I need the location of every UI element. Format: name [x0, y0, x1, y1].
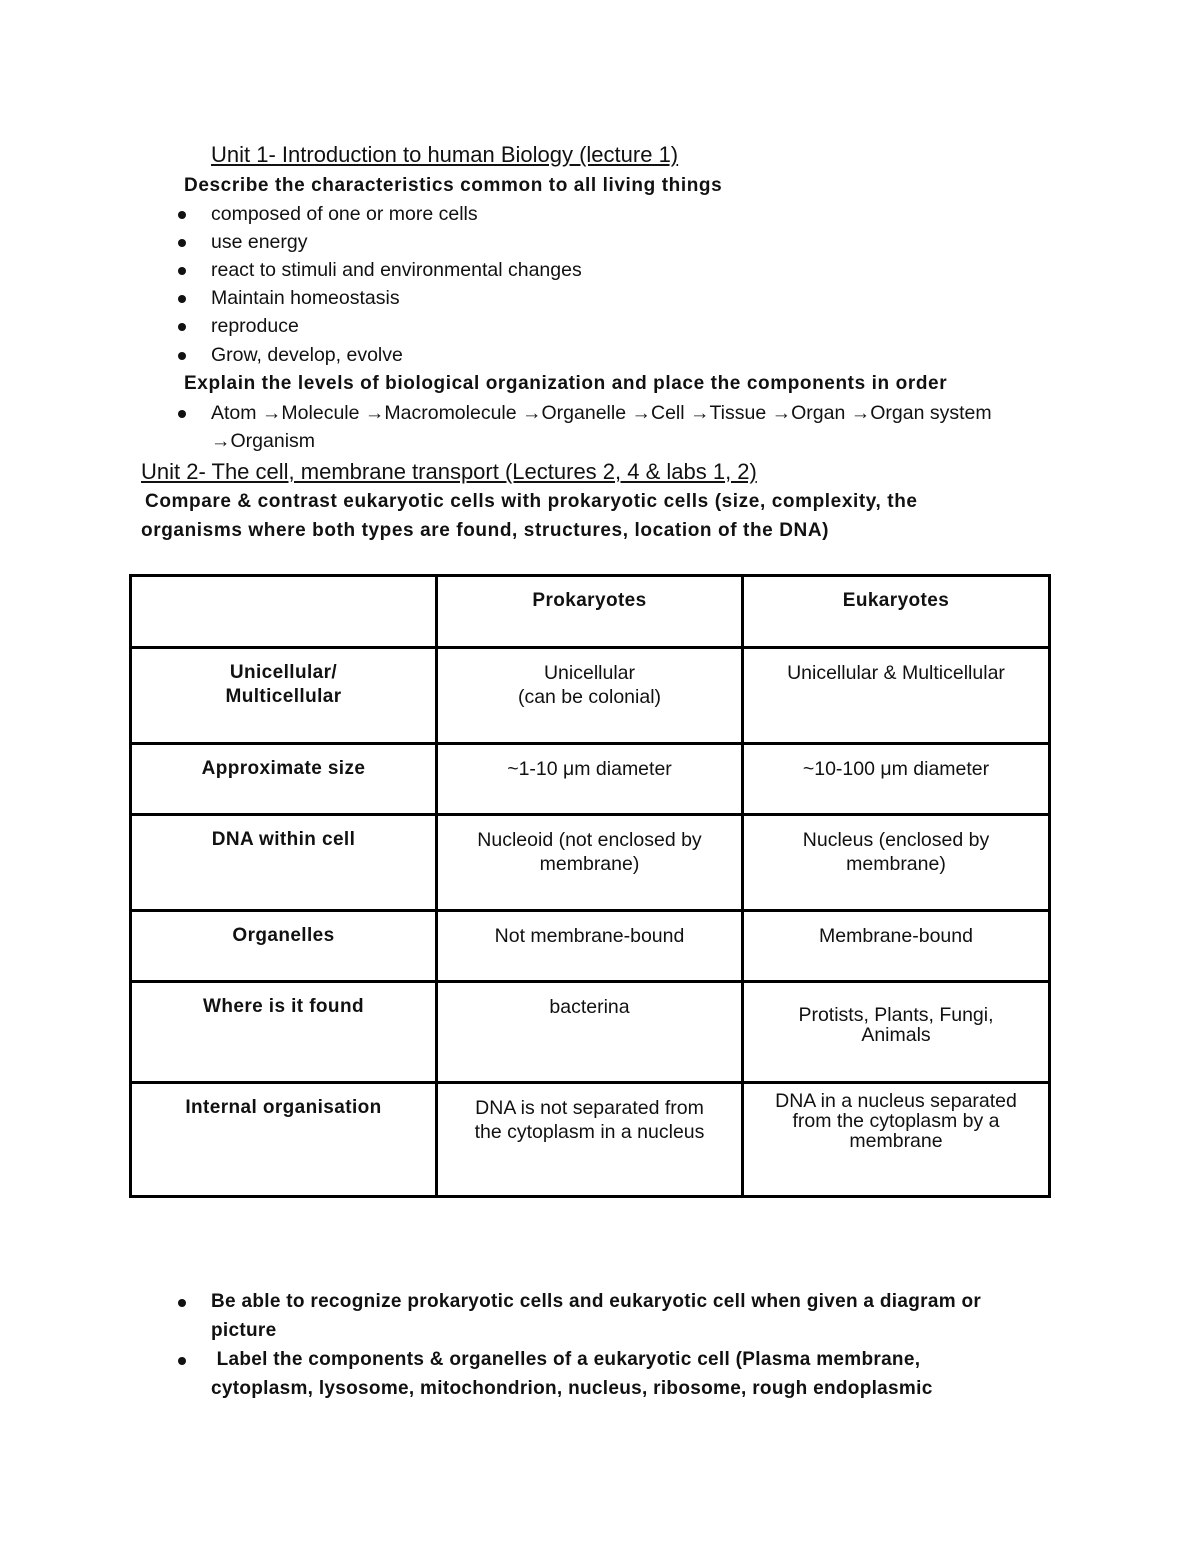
- table-row: [131, 815, 1050, 911]
- row-label: Unicellular/ Multicellular: [131, 648, 437, 744]
- unit2-title: Unit 2- The cell, membrane transport (Lectures 2, 4 & labs 1, 2): [141, 459, 757, 484]
- table-row: [131, 911, 1050, 982]
- row-label: Organelles: [131, 911, 437, 982]
- unit1-objective-levels: Explain the levels of biological organization and place the components in order: [184, 373, 948, 394]
- row-label: Approximate size: [131, 744, 437, 815]
- list-item: reproduce: [211, 315, 299, 337]
- unit2-objective-line1: Compare & contrast eukaryotic cells with prokaryotic cells (size, complexity, the: [145, 491, 918, 512]
- task-recognize-line1: Be able to recognize prokaryotic cells and eukaryotic cell when given a diagram or: [211, 1291, 982, 1312]
- bullet-icon: [178, 410, 186, 418]
- prokaryote-cell: Unicellular (can be colonial): [437, 648, 743, 744]
- row-label: Where is it found: [131, 982, 437, 1083]
- table-row: [131, 744, 1050, 815]
- prokaryote-cell: Not membrane-bound: [437, 911, 743, 982]
- eukaryote-cell: ~10-100 μm diameter: [743, 744, 1050, 815]
- eukaryote-cell: Nucleus (enclosed by membrane): [743, 815, 1050, 911]
- eukaryote-cell: Membrane-bound: [743, 911, 1050, 982]
- table-row: [131, 982, 1050, 1083]
- header-cell-empty: [131, 576, 437, 648]
- list-item: use energy: [211, 231, 308, 253]
- bullet-icon: [178, 239, 186, 247]
- bullet-icon: [178, 211, 186, 219]
- prokaryote-cell: Nucleoid (not enclosed by membrane): [437, 815, 743, 911]
- levels-sequence-continued: →Organism: [211, 430, 316, 452]
- bullet-icon: [178, 267, 186, 275]
- prokaryote-cell: DNA is not separated from the cytoplasm in a nucleus: [437, 1083, 743, 1197]
- list-item: composed of one or more cells: [211, 203, 478, 225]
- row-label: DNA within cell: [131, 815, 437, 911]
- eukaryote-cell: Protists, Plants, Fungi, Animals: [743, 982, 1050, 1083]
- prokaryote-cell: ~1-10 μm diameter: [437, 744, 743, 815]
- eukaryote-cell: Unicellular & Multicellular: [743, 648, 1050, 744]
- row-label: Internal organisation: [131, 1083, 437, 1197]
- unit2-objective-line2: organisms where both types are found, structures, location of the DNA): [141, 520, 830, 541]
- header-eukaryotes: Eukaryotes: [743, 576, 1050, 648]
- table-row: [131, 648, 1050, 744]
- list-item: Maintain homeostasis: [211, 287, 400, 309]
- list-item: react to stimuli and environmental changes: [211, 259, 582, 281]
- bullet-icon: [178, 323, 186, 331]
- task-label-line2: cytoplasm, lysosome, mitochondrion, nucleus, ribosome, rough endoplasmic: [211, 1378, 933, 1399]
- table-row: [131, 1083, 1050, 1197]
- table-header-row: [131, 576, 1050, 648]
- header-prokaryotes: Prokaryotes: [437, 576, 743, 648]
- unit1-objective-characteristics: Describe the characteristics common to all living things: [184, 175, 723, 196]
- comparison-table: [129, 574, 1051, 1198]
- bullet-icon: [178, 1357, 186, 1365]
- prokaryote-cell: bacterina: [437, 982, 743, 1083]
- unit1-title: Unit 1- Introduction to human Biology (lecture 1): [211, 142, 679, 167]
- levels-sequence: Atom →Molecule →Macromolecule →Organelle →Cell →Tissue →Organ →Organ system: [211, 402, 992, 424]
- task-label-line1: Label the components & organelles of a eukaryotic cell (Plasma membrane,: [211, 1349, 921, 1370]
- list-item: Grow, develop, evolve: [211, 344, 403, 366]
- bullet-icon: [178, 295, 186, 303]
- bullet-icon: [178, 1299, 186, 1307]
- eukaryote-cell: DNA in a nucleus separated from the cytoplasm by a membrane: [743, 1083, 1050, 1197]
- task-recognize-line2: picture: [211, 1320, 277, 1341]
- bullet-icon: [178, 352, 186, 360]
